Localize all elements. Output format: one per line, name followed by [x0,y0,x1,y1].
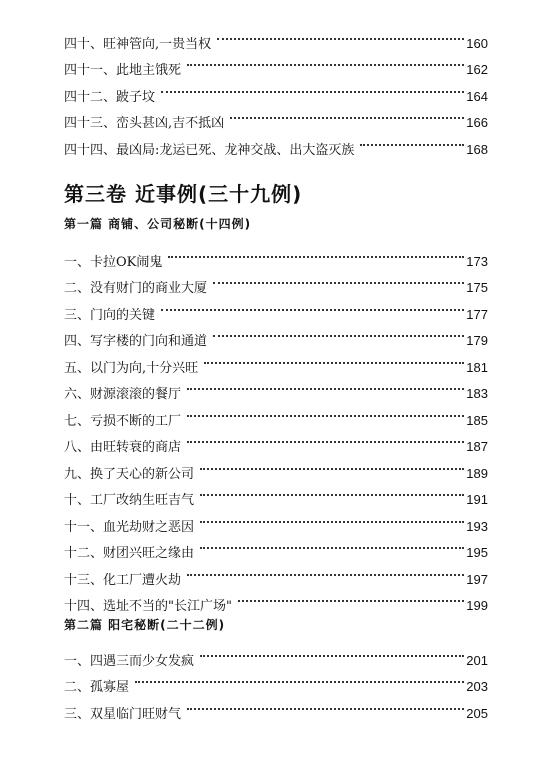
dot-leader [187,557,464,584]
dot-leader [161,74,464,101]
entry-title: 十、工厂改纳生旺吉气 [64,493,195,508]
page-number: 191 [466,492,488,507]
entry-title: 四十二、跛子坟 [64,89,156,105]
toc-list-section2 [64,638,488,722]
page-number: 179 [466,333,488,348]
dot-leader [230,101,464,128]
section-heading: 第一篇 商铺、公司秘断(十四例) [64,217,252,231]
dot-leader [135,665,464,692]
dot-leader [213,266,464,293]
dot-leader [200,531,464,558]
entry-title: 二、没有财门的商业大厦 [64,281,208,296]
entry-title: 十一、血光劫财之恶因 [64,519,195,535]
page-number: 162 [466,62,488,77]
volume-title: 第三卷 近事例(三十九例) [64,182,303,206]
entry-title: 四十三、峦头甚凶,吉不抵凶 [64,116,225,131]
dot-leader [200,451,464,478]
dot-leader [200,638,464,665]
entry-title: 四十四、最凶局:龙运已死、龙神交战、出大盗灭族 [64,142,355,158]
entry-title: 二、孤寡屋 [64,680,130,695]
toc-entry[interactable] [64,239,488,270]
entry-title: 一、四遇三而少女发疯 [64,653,195,669]
entry-title: 四、写字楼的门向和通道 [64,334,208,349]
page-number: 160 [466,35,488,51]
page-number: 203 [466,679,488,694]
page-number: 193 [466,518,488,534]
entry-title: 五、以门为向,十分兴旺 [64,360,199,376]
dot-leader [161,292,464,319]
page-number: 185 [466,412,488,428]
toc-list-section1 [64,239,488,614]
page-number: 189 [466,465,488,481]
dot-leader [200,478,464,505]
dot-leader [187,48,464,75]
dot-leader [360,127,464,154]
page-number: 177 [466,306,488,322]
toc-list-top [64,21,488,158]
page-number: 181 [466,359,488,375]
entry-title: 四十一、此地主饿死 [64,63,182,78]
page-number: 175 [466,280,488,295]
dot-leader [200,504,464,531]
page-number: 168 [466,141,488,157]
dot-leader [187,425,464,452]
page-number: 183 [466,386,488,401]
page-number: 187 [466,439,488,454]
entry-title: 十二、财团兴旺之缘由 [64,546,195,561]
section-heading: 第二篇 阳宅秘断(二十二例) [64,618,226,632]
entry-title: 三、门向的关键 [64,307,156,323]
toc-entry[interactable] [64,638,488,669]
entry-title: 九、换了天心的新公司 [64,466,195,482]
dot-leader [238,584,464,611]
dot-leader [217,21,464,48]
page-number: 197 [466,571,488,587]
page-number: 173 [466,253,488,269]
page-number: 205 [466,705,488,721]
entry-title: 三、双星临门旺财气 [64,706,182,722]
page-number: 195 [466,545,488,560]
page-number: 201 [466,652,488,668]
entry-title: 十四、选址不当的"长江广场" [64,599,232,614]
entry-title: 十三、化工厂遭火劫 [64,572,182,588]
entry-title: 四十、旺神管向,一贵当权 [64,36,212,52]
page-number: 164 [466,88,488,104]
dot-leader [168,239,464,266]
page-number: 199 [466,598,488,613]
toc-entry[interactable] [64,21,488,52]
dot-leader [187,398,464,425]
entry-title: 六、财源滚滚的餐厅 [64,387,182,402]
page-number: 166 [466,115,488,130]
dot-leader [204,345,464,372]
entry-title: 一、卡拉OK闹鬼 [64,254,163,270]
dot-leader [213,319,464,346]
dot-leader [187,691,464,718]
entry-title: 八、由旺转衰的商店 [64,440,182,455]
dot-leader [187,372,464,399]
entry-title: 七、亏损不断的工厂 [64,413,182,429]
